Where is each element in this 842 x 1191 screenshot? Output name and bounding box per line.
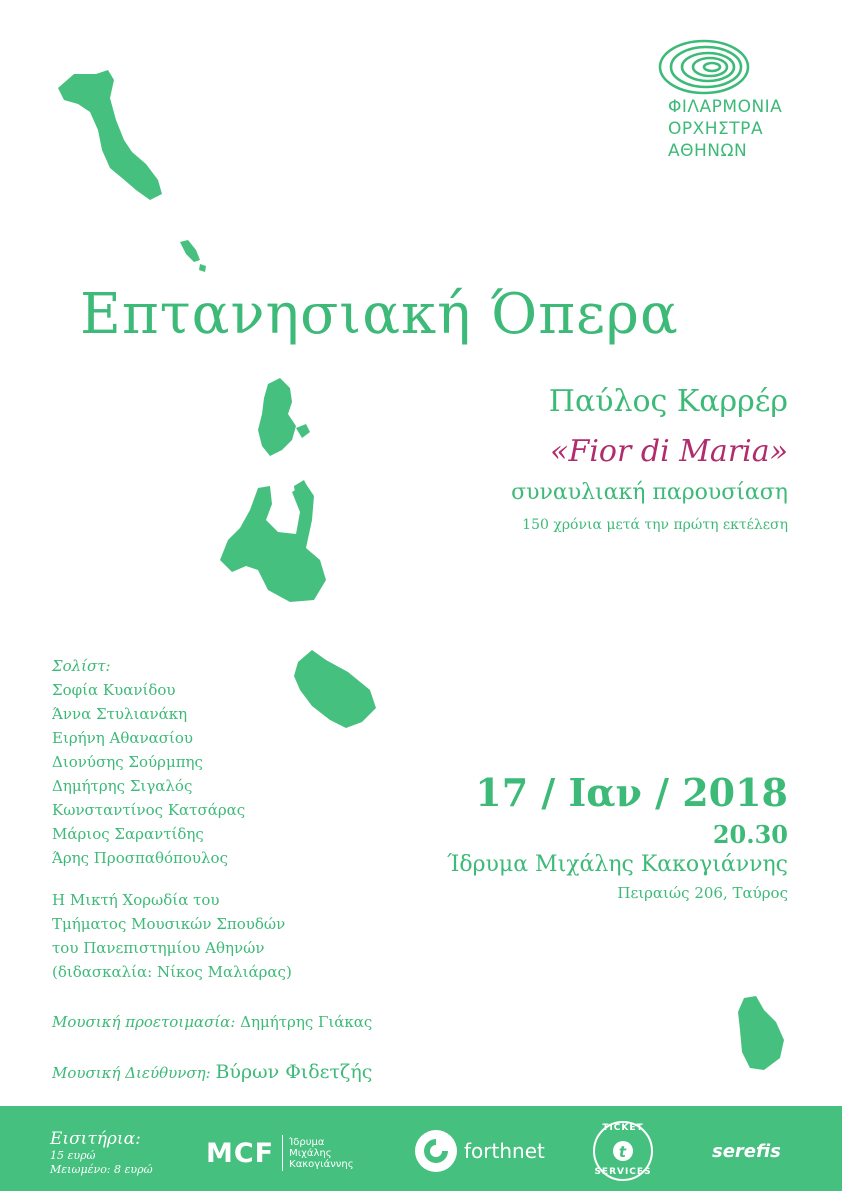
music-preparation-name: Δημήτρης Γιάκας xyxy=(240,1013,373,1031)
ticket-services-bottom: SERVICES xyxy=(594,1167,652,1177)
island-kefalonia xyxy=(220,484,326,602)
choir-line: του Πανεπιστημίου Αθηνών xyxy=(52,939,265,957)
event-address: Πειραιώς 206, Ταύρος xyxy=(617,884,788,902)
forthnet-sponsor-logo xyxy=(414,1128,545,1174)
event-date: 17 / Ιαν / 2018 xyxy=(475,770,788,815)
mcf-sponsor-logo xyxy=(206,1131,354,1175)
tickets-label: Εισιτήρια: xyxy=(50,1129,141,1149)
anniversary-note: 150 χρόνια μετά την πρώτη εκτέλεση xyxy=(522,517,788,533)
mcf-name-line: Μιχάλης xyxy=(289,1147,332,1159)
ticket-services-t-icon: t xyxy=(618,1143,628,1161)
logo-line-3: ΑΘΗΝΩΝ xyxy=(668,141,748,161)
soloist: Σοφία Κυανίδου xyxy=(52,681,176,699)
mcf-name-line: Κακογιάννης xyxy=(289,1158,354,1170)
soloist: Δημήτρης Σιγαλός xyxy=(52,777,193,795)
price-reduced: Μειωμένο: 8 ευρώ xyxy=(50,1163,153,1176)
island-meganisi xyxy=(296,424,310,438)
music-preparation xyxy=(52,1010,372,1034)
work-title: «Fior di Maria» xyxy=(550,434,788,469)
soloist: Άρης Προσπαθόπουλος xyxy=(52,849,228,867)
island-antipaxos xyxy=(199,264,206,272)
logo-line-2: ΟΡΧΗΣΤΡΑ xyxy=(668,119,764,139)
concentric-spiral-icon xyxy=(656,38,752,96)
island-kythira xyxy=(738,996,784,1070)
soloists-label: Σολίστ: xyxy=(52,657,111,675)
island-paxos xyxy=(180,240,200,262)
mcf-foundation-name xyxy=(289,1137,353,1170)
soloist: Διονύσης Σούρμπης xyxy=(52,753,203,771)
forthnet-swirl-icon xyxy=(414,1129,458,1173)
event-time: 20.30 xyxy=(712,820,788,849)
choir-line: (διδασκαλία: Νίκος Μαλιάρας) xyxy=(52,963,292,981)
ticket-services-logo xyxy=(592,1120,654,1182)
soloist: Μάριος Σαραντίδης xyxy=(52,825,204,843)
poster-title: Επτανησιακή Όπερα xyxy=(80,282,679,347)
ticket-prices xyxy=(50,1129,153,1177)
conductor-name: Βύρων Φιδετζής xyxy=(215,1061,373,1083)
serefis-travel-logo: serefis xyxy=(712,1141,781,1162)
choir-line: Τμήματος Μουσικών Σπουδών xyxy=(52,915,286,933)
orchestra-logo-text xyxy=(668,96,798,162)
soloist: Κωνσταντίνος Κατσάρας xyxy=(52,801,246,819)
forthnet-name: forthnet xyxy=(464,1139,545,1163)
logo-line-1: ΦΙΛΑΡΜΟΝΙΑ xyxy=(668,97,783,117)
soloist: Άννα Στυλιανάκη xyxy=(52,705,188,723)
performance-type: συναυλιακή παρουσίαση xyxy=(511,480,788,505)
ticket-services-top: TICKET xyxy=(602,1123,644,1133)
price-full: 15 ευρώ xyxy=(50,1149,96,1162)
event-venue: Ίδρυμα Μιχάλης Κακογιάννης xyxy=(446,852,788,877)
mcf-logo-mark: MCF xyxy=(206,1137,275,1169)
choir-line: Η Μικτή Χορωδία του xyxy=(52,891,220,909)
soloist: Ειρήνη Αθανασίου xyxy=(52,729,194,747)
music-direction xyxy=(52,1060,372,1085)
mcf-name-line: Ίδρυμα xyxy=(289,1136,325,1148)
music-direction-label: Μουσική Διεύθυνση: xyxy=(52,1064,211,1082)
island-corfu xyxy=(58,70,162,200)
credits-block xyxy=(52,654,372,1085)
music-preparation-label: Μουσική προετοιμασία: xyxy=(52,1013,236,1031)
island-lefkada xyxy=(258,378,296,456)
composer-name: Παύλος Καρρέρ xyxy=(548,384,788,419)
